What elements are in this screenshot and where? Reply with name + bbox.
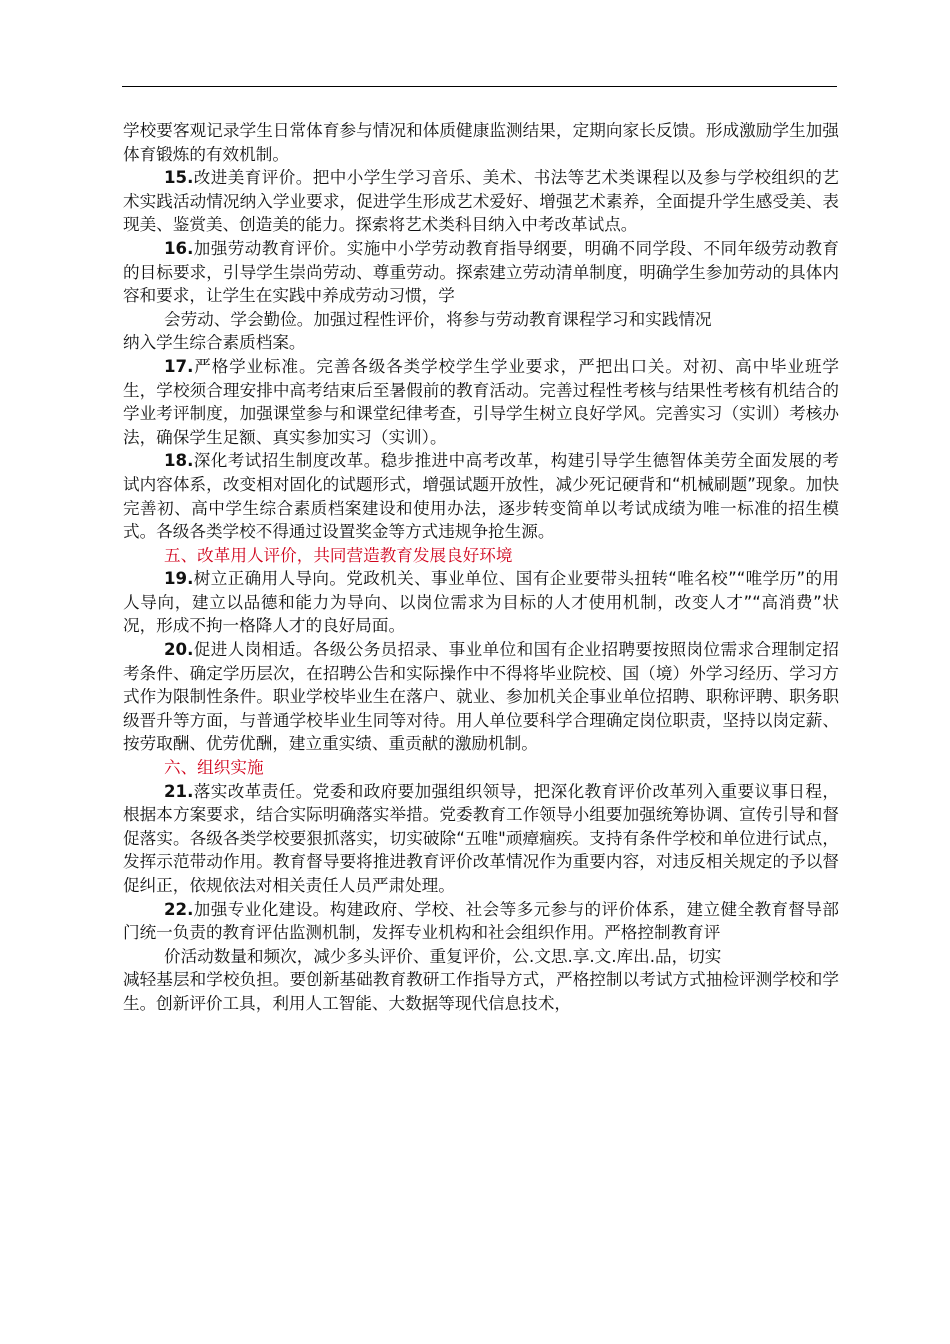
item-number: 18. xyxy=(164,451,194,471)
heading-text: 五、改革用人评价，共同营造教育发展良好环境 xyxy=(164,545,513,565)
paragraph-text: 促进人岗相适。各级公务员招录、事业单位和国有企业招聘要按照岗位需求合理制定招考条件、确定学历层次，在招聘公告和实际操作中不得将毕业院校、国（境）外学习经历、学习方式作为限制性条件。职业学校毕业生在落户、就业、参加机关企事业单位招聘、职称评聘、职务职级晋升等方面，与普通学校毕业生同等对待。用人单位要科学合理确定岗位职责，坚持以岗定薪、按劳取酬、优劳优酬，建立重实绩、重贡献的激励机制。 xyxy=(123,640,839,754)
paragraph-text: 会劳动、学会勤俭。加强过程性评价，将参与劳动教育课程学习和实践情况 xyxy=(164,309,712,329)
item-number: 22. xyxy=(164,899,194,919)
paragraph-text: 严格学业标准。完善各级各类学校学生学业要求，严把出口关。对初、高中毕业班学生，学校须合理安排中高考结束后至暑假前的教育活动。完善过程性考核与结果性考核有机结合的学业考评制度，加强课堂参与和课堂纪律考查，引导学生树立良好学风。完善实习（实训）考核办法，确保学生足额、真实参加实习（实训）。 xyxy=(123,356,839,447)
paragraph-text: 价活动数量和频次，减少多头评价、重复评价，公.文思.享.文.库出.品，切实 xyxy=(164,946,722,966)
paragraph xyxy=(123,898,839,945)
paragraph-text: 树立正确用人导向。党政机关、事业单位、国有企业要带头扭转“唯名校”“唯学历”的用人导向，建立以品德和能力为导向、以岗位需求为目标的人才使用机制，改变人才”“高消费”状况，形成不拘一格降人才的良好局面。 xyxy=(123,569,839,636)
paragraph xyxy=(123,308,839,332)
paragraph-text: 落实改革责任。党委和政府要加强组织领导，把深化教育评价改革列入重要议事日程，根据本方案要求，结合实际明确落实举措。党委教育工作领导小组要加强统筹协调、宣传引导和督促落实。各级各类学校要狠抓落实，切实破除“五唯"顽瘴痼疾。支持有条件学校和单位进行试点，发挥示范带动作用。教育督导要将推进教育评价改革情况作为重要内容，对违反相关规定的予以督促纠正，依规依法对相关责任人员严肃处理。 xyxy=(123,781,839,895)
paragraph xyxy=(123,355,839,449)
paragraph xyxy=(123,567,839,638)
paragraph-text: 加强专业化建设。构建政府、学校、社会等多元参与的评价体系，建立健全教育督导部门统一负责的教育评估监测机制，发挥专业机构和社会组织作用。严格控制教育评 xyxy=(123,899,839,943)
item-number: 21. xyxy=(164,781,194,801)
header-rule xyxy=(122,86,837,87)
paragraph-text: 加强劳动教育评价。实施中小学劳动教育指导纲要，明确不同学段、不同年级劳动教育的目标要求，引导学生崇尚劳动、尊重劳动。探索建立劳动清单制度，明确学生参加劳动的具体内容和要求，让学生在实践中养成劳动习惯，学 xyxy=(123,238,839,306)
section-heading xyxy=(123,544,839,568)
item-number: 17. xyxy=(164,356,194,376)
paragraph xyxy=(123,945,839,969)
paragraph xyxy=(123,780,839,898)
paragraph xyxy=(123,119,839,166)
document-body xyxy=(123,119,839,1016)
paragraph xyxy=(123,237,839,308)
item-number: 15. xyxy=(164,168,194,188)
paragraph xyxy=(123,166,839,237)
paragraph-text: 纳入学生综合素质档案。 xyxy=(123,333,306,353)
paragraph-text: 学校要客观记录学生日常体育参与情况和体质健康监测结果，定期向家长反馈。形成激励学生加强体育锻炼的有效机制。 xyxy=(123,121,839,164)
heading-text: 六、组织实施 xyxy=(164,758,264,778)
paragraph-text: 改进美育评价。把中小学生学习音乐、美术、书法等艺术类课程以及参与学校组织的艺术实践活动情况纳入学业要求，促进学生形成艺术爱好、增强艺术素养，全面提升学生感受美、表现美、鉴赏美、创造美的能力。探索将艺术类科目纳入中考改革试点。 xyxy=(123,168,839,235)
item-number: 16. xyxy=(164,238,194,258)
paragraph xyxy=(123,968,839,1015)
item-number: 20. xyxy=(164,640,194,660)
paragraph xyxy=(123,638,839,756)
paragraph xyxy=(123,449,839,543)
section-heading xyxy=(123,756,839,780)
item-number: 19. xyxy=(164,569,194,589)
paragraph-text: 减轻基层和学校负担。要创新基础教育教研工作指导方式，严格控制以考试方式抽检评测学校和学生。创新评价工具，利用人工智能、大数据等现代信息技术， xyxy=(123,970,839,1013)
paragraph xyxy=(123,331,839,355)
paragraph-text: 深化考试招生制度改革。稳步推进中高考改革，构建引导学生德智体美劳全面发展的考试内容体系，改变相对固化的试题形式，增强试题开放性，减少死记硬背和“机械刷题”现象。加快完善初、高中学生综合素质档案建设和使用办法，逐步转变简单以考试成绩为唯一标准的招生模式。各级各类学校不得通过设置奖金等方式违规争抢生源。 xyxy=(123,451,839,542)
